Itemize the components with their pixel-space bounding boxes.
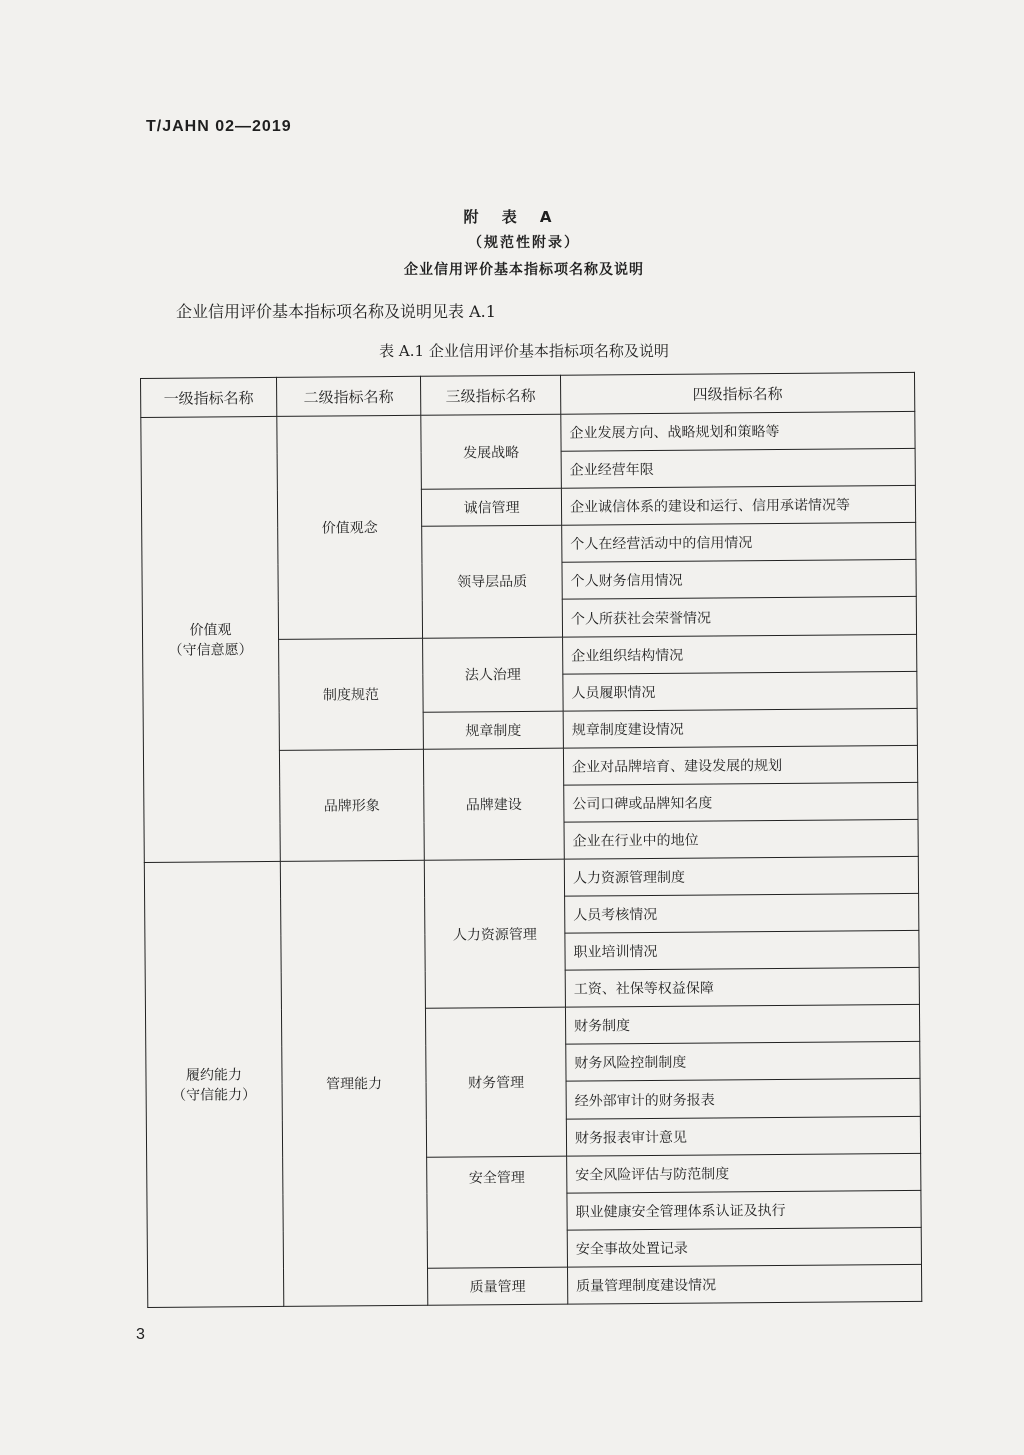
- annex-title: 附 表 A: [463, 208, 561, 226]
- table-header-row: [141, 372, 915, 417]
- level4-cell: 人员考核情况: [565, 893, 919, 933]
- level1-note: （守信能力）: [172, 1087, 257, 1104]
- level4-cell: 规章制度建设情况: [563, 708, 917, 748]
- indicator-table: [140, 372, 922, 1308]
- page-number: 3: [136, 1326, 145, 1343]
- level2-cell: 管理能力: [280, 860, 427, 1306]
- level4-cell: 公司口碑或品牌知名度: [564, 782, 918, 822]
- level3-cell: 品牌建设: [423, 748, 564, 860]
- document-code: T/JAHN 02—2019: [146, 118, 292, 135]
- level1-name: 价值观: [189, 622, 232, 639]
- level3-cell: 财务管理: [425, 1008, 566, 1157]
- level1-cell: [144, 861, 283, 1307]
- level4-cell: 企业经营年限: [561, 449, 915, 489]
- level3-cell: 发展战略: [421, 414, 562, 489]
- level3-cell: 安全管理: [427, 1156, 568, 1268]
- level4-cell: 个人财务信用情况: [562, 560, 916, 600]
- level4-cell: 企业发展方向、战略规划和策略等: [561, 411, 915, 451]
- level4-cell: 企业组织结构情况: [563, 634, 917, 674]
- level4-cell: 财务制度: [565, 1005, 919, 1045]
- level3-cell: 规章制度: [423, 711, 563, 749]
- level2-cell: 价值观念: [277, 415, 423, 639]
- level2-cell: 品牌形象: [279, 749, 424, 861]
- table-row: [144, 856, 918, 899]
- level4-cell: 安全风险评估与防范制度: [567, 1153, 921, 1193]
- level4-cell: 人员履职情况: [563, 671, 917, 711]
- level4-cell: 质量管理制度建设情况: [567, 1264, 921, 1304]
- header-level1: 一级指标名称: [141, 377, 277, 417]
- header-level2: 二级指标名称: [276, 376, 420, 416]
- annex-subtitle: （规范性附录）: [468, 235, 580, 251]
- header-level3: 三级指标名称: [420, 375, 560, 415]
- level3-cell: 领导层品质: [422, 526, 563, 638]
- annex-name: 企业信用评价基本指标项名称及说明: [404, 262, 644, 278]
- level4-cell: 工资、社保等权益保障: [565, 968, 919, 1008]
- level3-cell: 质量管理: [427, 1267, 567, 1305]
- level4-cell: 企业对品牌培育、建设发展的规划: [563, 745, 917, 785]
- level4-cell: 人力资源管理制度: [564, 856, 918, 896]
- level4-cell: 财务风险控制制度: [566, 1042, 920, 1082]
- level4-cell: 安全事故处置记录: [567, 1227, 921, 1267]
- level4-cell: 职业培训情况: [565, 931, 919, 971]
- level2-cell: 制度规范: [279, 638, 424, 750]
- level3-cell: 诚信管理: [421, 488, 561, 526]
- level3-cell: 法人治理: [423, 637, 564, 712]
- level4-cell: 个人所获社会荣誉情况: [562, 597, 916, 637]
- level4-cell: 职业健康安全管理体系认证及执行: [567, 1190, 921, 1230]
- level4-cell: 个人在经营活动中的信用情况: [562, 523, 916, 563]
- level3-cell: 人力资源管理: [424, 859, 565, 1008]
- level1-name: 履约能力: [185, 1067, 243, 1084]
- intro-text: 企业信用评价基本指标项名称及说明见表 A.1: [176, 302, 496, 321]
- level1-note: （守信意愿）: [168, 642, 253, 659]
- level1-cell: [141, 417, 280, 863]
- header-level4: 四级指标名称: [560, 372, 914, 414]
- level4-cell: 企业在行业中的地位: [564, 819, 918, 859]
- table-caption: 表 A.1 企业信用评价基本指标项名称及说明: [379, 342, 669, 360]
- level4-cell: 企业诚信体系的建设和运行、信用承诺情况等: [561, 486, 915, 526]
- level4-cell: 经外部审计的财务报表: [566, 1079, 920, 1119]
- level4-cell: 财务报表审计意见: [566, 1116, 920, 1156]
- table-row: [141, 411, 915, 454]
